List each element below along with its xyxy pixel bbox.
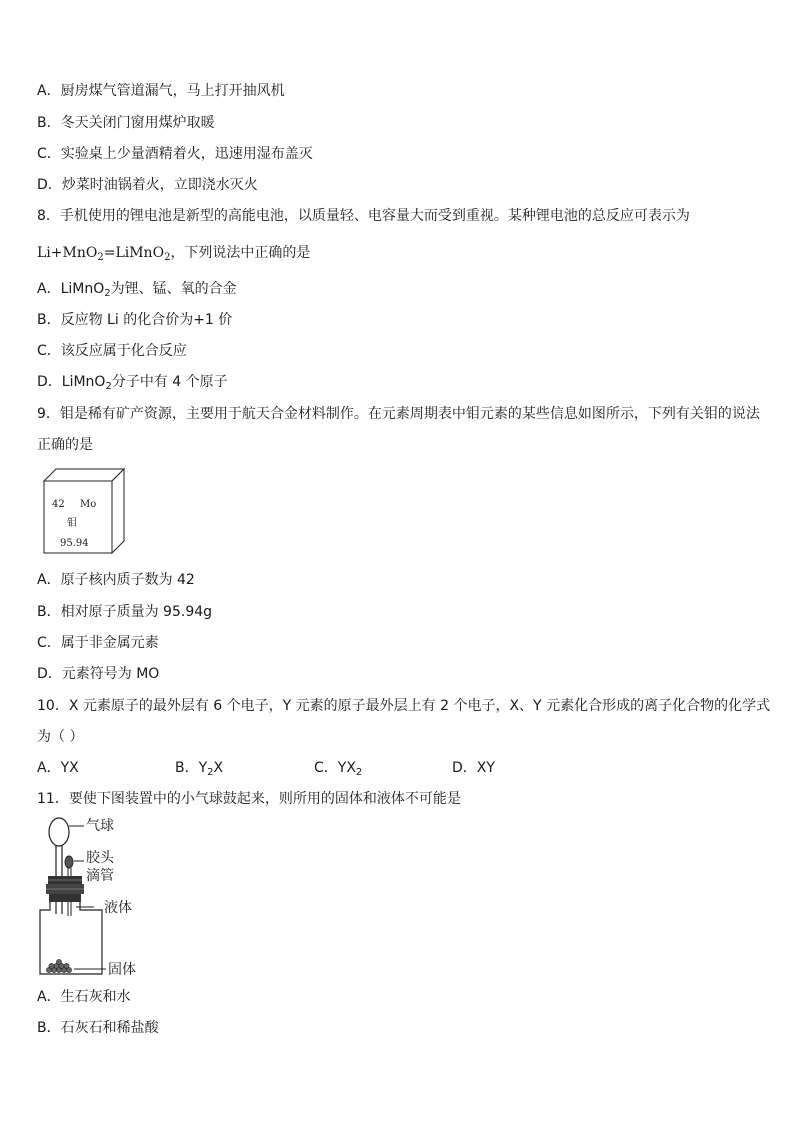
q8-option-d-pre: D．LiMnO: [37, 374, 106, 390]
q9-option-a: A．原子核内质子数为 42: [37, 572, 195, 588]
cube-side-face: [112, 469, 124, 553]
q9-option-b: B．相对原子质量为 95.94g: [37, 604, 213, 620]
q10-option-c: [314, 759, 362, 777]
q8-option-a-post: 为锂、锰、氧的合金: [110, 281, 237, 297]
q7-option-c: C．实验桌上少量酒精着火，迅速用湿布盖灭: [37, 146, 313, 162]
label-dropper-2: 滴管: [86, 868, 114, 884]
q8-equation-tail: ，下列说法中正确的是: [170, 245, 311, 261]
q11-option-a: A．生石灰和水: [37, 989, 131, 1005]
element-name: 钼: [67, 518, 77, 529]
label-liquid: 液体: [104, 900, 132, 916]
q8-equation: [37, 244, 310, 262]
q10-stem-line-2: 为（ ）: [37, 729, 84, 745]
element-symbol: Mo: [80, 499, 97, 510]
q8-option-d-post: 分子中有 4 个原子: [111, 374, 228, 390]
q10-option-c-pre: C．YX: [314, 760, 356, 776]
q10-option-b-sub: 2: [207, 767, 214, 778]
q8-equation-mid: =LiMnO: [103, 245, 165, 261]
q8-option-c: C．该反应属于化合反应: [37, 343, 187, 359]
q8-stem: 8．手机使用的锂电池是新型的高能电池，以质量轻、电容量大而受到重视。某种锂电池的总反应可表示为: [37, 208, 690, 224]
q10-option-a: A．YX: [37, 760, 79, 776]
q10-option-d: D．XY: [452, 760, 495, 776]
q7-option-a: A．厨房煤气管道漏气，马上打开抽风机: [37, 83, 285, 99]
element-atomic-number: 42: [52, 499, 65, 510]
q8-equation-left: Li+MnO: [37, 245, 98, 261]
balloon-shape: [49, 818, 69, 846]
q9-stem-line-2: 正确的是: [37, 437, 93, 453]
stopper-bottom: [49, 894, 81, 902]
q8-option-d: [37, 373, 228, 391]
q8-equation-sub-2: 2: [164, 252, 171, 263]
element-cube-figure: [38, 467, 128, 557]
q11-option-b: B．石灰石和稀盐酸: [37, 1020, 159, 1036]
q11-stem: 11．要使下图装置中的小气球鼓起来，则所用的固体和液体不可能是: [37, 791, 461, 807]
dropper-bulb: [65, 856, 73, 868]
q7-option-d: D．炒菜时油锅着火，立即浇水灭火: [37, 177, 258, 193]
apparatus-drawing: [36, 814, 106, 979]
q10-option-b-pre: B．Y: [175, 760, 208, 776]
apparatus-figure: [36, 814, 146, 979]
solid-pellets: [46, 959, 71, 972]
q10-stem-line-1: 10．X 元素原子的最外层有 6 个电子，Y 元素的原子最外层上有 2 个电子，X、Y 元素化合形成的离子化合物的化学式: [37, 698, 771, 714]
q10-option-c-sub: 2: [355, 767, 363, 778]
q10-option-b-post: X: [213, 760, 224, 776]
q9-option-c: C．属于非金属元素: [37, 635, 159, 651]
q7-option-b: B．冬天关闭门窗用煤炉取暖: [37, 115, 215, 131]
label-solid: 固体: [108, 962, 136, 978]
q9-stem-line-1: 9．钼是稀有矿产资源，主要用于航天合金材料制作。在元素周期表中钼元素的某些信息如图所示，下列有关钼的说法: [37, 406, 760, 422]
q8-option-b: B．反应物 Li 的化合价为+1 价: [37, 312, 233, 328]
label-balloon: 气球: [86, 818, 114, 834]
q8-option-a: [37, 280, 237, 298]
q10-option-b: [175, 759, 223, 777]
q9-option-d: D．元素符号为 MO: [37, 666, 160, 682]
q8-option-a-sub: 2: [104, 288, 111, 299]
label-dropper-1: 胶头: [86, 850, 114, 866]
element-atomic-mass: 95.94: [60, 538, 89, 549]
q8-option-a-pre: A．LiMnO: [37, 281, 105, 297]
cube-top-face: [44, 469, 124, 481]
q8-equation-sub-1: 2: [97, 252, 104, 263]
q8-option-d-sub: 2: [105, 381, 112, 392]
